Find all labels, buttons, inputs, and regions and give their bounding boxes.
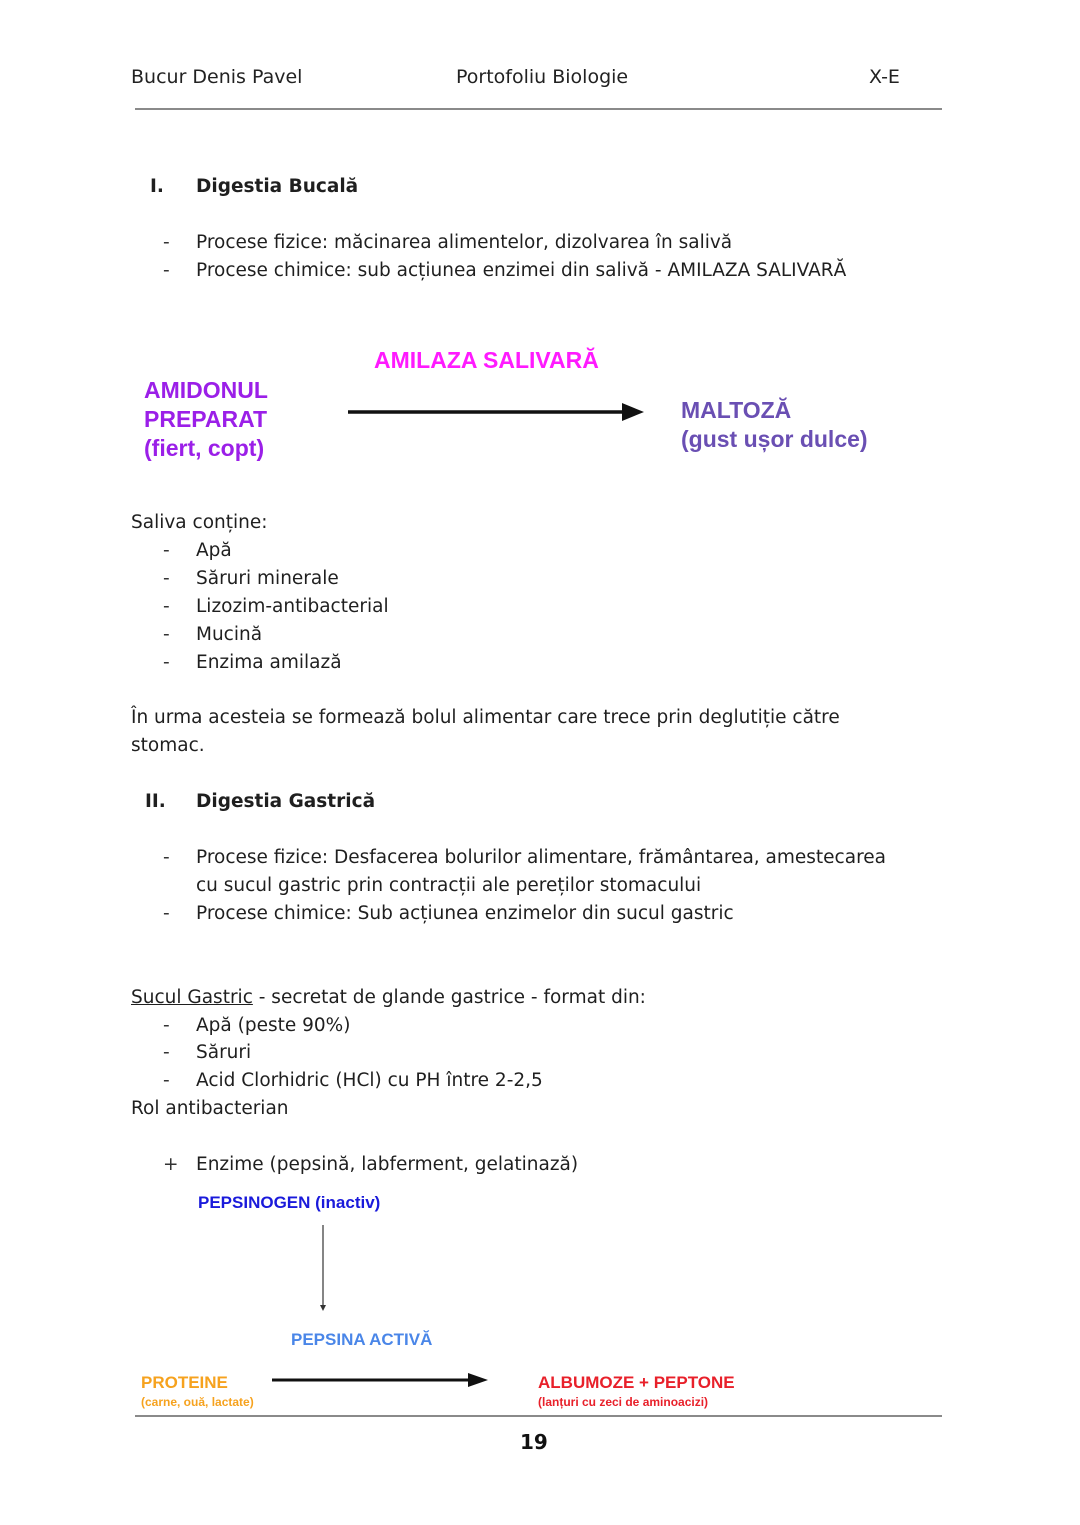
section1-item: Procese chimice: sub acțiunea enzimei din salivă - AMILAZA SALIVARĂ [196,260,847,281]
substrate-label [144,376,268,463]
protein-label: PROTEINE [141,1373,228,1392]
protein-note: (carne, ouă, lactate) [141,1395,254,1409]
product-label [681,396,868,454]
plus-bullet: + [163,1154,179,1175]
gastric-item: Săruri [196,1042,252,1063]
gastric-juice-description: - secretat de glande gastrice - format din: [252,987,646,1008]
reaction-arrow-icon [270,1370,492,1390]
section2-item: Procese fizice: Desfacerea bolurilor alimentare, frământarea, amestecarea [196,847,886,868]
gastric-item: Apă (peste 90%) [196,1015,351,1036]
bullet-dash: - [163,1015,170,1036]
page-number: 19 [520,1430,548,1454]
gastric-enzymes: Enzime (pepsină, labferment, gelatinază) [196,1154,579,1175]
section2-numeral: II. [145,791,166,812]
section1-numeral: I. [150,176,164,197]
section2-heading: Digestia Gastrică [196,791,376,812]
header-title: Portofoliu Biologie [456,66,629,88]
bullet-dash: - [163,847,170,868]
gastric-juice-line [131,987,646,1008]
bullet-dash: - [163,568,170,589]
section2-item: Procese chimice: Sub acțiunea enzimelor din sucul gastric [196,903,734,924]
bullet-dash: - [163,596,170,617]
product-line: MALTOZĂ [681,397,792,423]
product-note: (lanțuri cu zeci de aminoacizi) [538,1395,709,1409]
header-author: Bucur Denis Pavel [131,66,303,88]
bullet-dash: - [163,232,170,253]
header-divider [135,108,942,110]
activation-arrow-icon [317,1225,329,1313]
footer-divider [135,1415,942,1417]
product-line: (gust ușor dulce) [681,426,868,452]
gastric-item: Acid Clorhidric (HCl) cu PH între 2-2,5 [196,1070,543,1091]
saliva-item: Săruri minerale [196,568,339,589]
active-enzyme-label: PEPSINA ACTIVĂ [291,1330,433,1349]
saliva-item: Apă [196,540,232,561]
bullet-dash: - [163,540,170,561]
substrate-line: AMIDONUL [144,377,268,403]
precursor-label: PEPSINOGEN (inactiv) [198,1193,381,1212]
enzyme-label: AMILAZA SALIVARĂ [374,347,599,373]
saliva-conclusion: În urma acesteia se formează bolul alimentar care trece prin deglutiție către [131,707,840,728]
bullet-dash: - [163,1070,170,1091]
bullet-dash: - [163,260,170,281]
section1-item: Procese fizice: măcinarea alimentelor, dizolvarea în salivă [196,232,733,253]
product-label: ALBUMOZE + PEPTONE [538,1373,735,1392]
bullet-dash: - [163,903,170,924]
substrate-line: PREPARAT [144,406,268,432]
reaction-arrow-icon [346,400,648,424]
bullet-dash: - [163,652,170,673]
bullet-dash: - [163,1042,170,1063]
section2-item: cu sucul gastric prin contracții ale pereților stomacului [196,875,702,896]
section1-heading: Digestia Bucală [196,176,359,197]
saliva-intro: Saliva conține: [131,512,268,533]
saliva-item: Enzima amilază [196,652,342,673]
saliva-item: Mucină [196,624,263,645]
saliva-item: Lizozim-antibacterial [196,596,389,617]
saliva-conclusion: stomac. [131,735,205,756]
bullet-dash: - [163,624,170,645]
header-class: X-E [869,66,900,88]
gastric-role: Rol antibacterian [131,1098,289,1119]
substrate-line: (fiert, copt) [144,435,265,461]
gastric-juice-term: Sucul Gastric [131,987,253,1008]
